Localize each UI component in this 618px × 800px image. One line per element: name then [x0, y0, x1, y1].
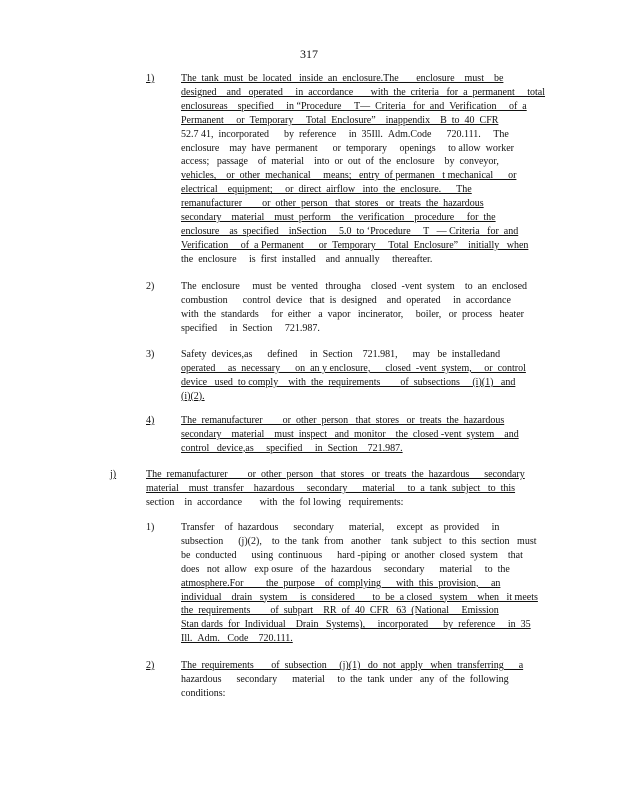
- text-line: specified in Section 721.987.: [181, 322, 320, 334]
- text-line: the requirements of subpart RR of 40 CFR 63 (National Emission: [181, 605, 499, 617]
- list-item-text: [181, 348, 537, 404]
- text-line: Ill. Adm. Code 720.111.: [181, 633, 293, 645]
- text-line: vehicles, or other mechanical means; entry of permanen t mechanical or: [181, 170, 517, 182]
- text-line: (i)(2).: [181, 390, 205, 402]
- text-line: access; passage of material into or out of the enclosure by conveyor,: [181, 156, 499, 168]
- text-line: enclosure as specified inSection 5.0 to ‘Procedure T — Criteria for and: [181, 225, 519, 237]
- text-line: The tank must be located inside an enclosure.The enclosure must be: [181, 73, 504, 84]
- text-line: hazardous secondary material to the tank under any of the following: [181, 673, 509, 685]
- list-item-number: 2): [146, 281, 155, 292]
- list-item-text: [181, 521, 537, 646]
- text-line: control device,as specified in Section 721.987.: [181, 442, 403, 454]
- text-line: enclosureas specified in “Procedure T— Criteria for and Verification of a: [181, 100, 527, 112]
- text-line: subsection (j)(2), to the tank from another tank subject to this section must: [181, 535, 537, 547]
- text-line: designed and operated in accordance with the criteria for a permanent total: [181, 86, 546, 98]
- text-line: the enclosure is first installed and annually thereafter.: [181, 253, 433, 265]
- text-line: remanufacturer or other person that stores or treats the hazardous: [181, 198, 484, 210]
- text-line: atmosphere.For the purpose of complying with this provision, an: [181, 577, 501, 589]
- page-number: 317: [300, 47, 318, 61]
- text-line: Safety devices,as defined in Section 721.981, may be installedand: [181, 349, 501, 360]
- text-line: electrical equipment; or direct airflow into the enclosure. The: [181, 184, 472, 196]
- text-line: device used to comply with the requirements of subsections (i)(1) and: [181, 376, 516, 388]
- text-line: combustion control device that is designed and operated in accordance: [181, 294, 511, 306]
- list-item-text: [146, 468, 538, 510]
- text-line: operated as necessary on an y enclosure, closed -vent system, or control: [181, 362, 526, 374]
- text-line: with the standards for either a vapor incinerator, boiler, or process heater: [181, 308, 524, 320]
- text-line: Verification of a Permanent or Temporary Total Enclosure” initially when: [181, 239, 529, 251]
- list-item-text: [181, 659, 537, 701]
- text-line: section in accordance with the fol lowing requirements:: [146, 496, 404, 508]
- text-line: 52.7 41, incorporated by reference in 35Ill. Adm.Code 720.111. The: [181, 128, 509, 140]
- list-item-number: j): [110, 469, 117, 480]
- text-line: Permanent or Temporary Total Enclosure” inappendix B to 40 CFR: [181, 114, 499, 126]
- text-line: Stan dards for Individual Drain Systems), incorporated by reference in 35: [181, 619, 531, 631]
- list-item-number: 2): [146, 660, 155, 671]
- list-item-number: 4): [146, 415, 155, 426]
- list-item-text: [181, 414, 537, 456]
- text-line: be conducted using continuous hard -piping or another closed system that: [181, 549, 523, 561]
- text-line: The requirements of subsection (j)(1) do not apply when transferring a: [181, 660, 524, 671]
- text-line: Transfer of hazardous secondary material, except as provided in: [181, 522, 500, 533]
- list-item-number: 1): [146, 522, 155, 533]
- list-item-number: 3): [146, 349, 155, 360]
- text-line: The remanufacturer or other person that stores or treats the hazardous secondary: [146, 469, 525, 480]
- list-item-number: 1): [146, 73, 155, 84]
- text-line: material must transfer hazardous secondary material to a tank subject to this: [146, 482, 516, 494]
- text-line: secondary material must inspect and monitor the closed -vent system and: [181, 428, 519, 440]
- text-line: The remanufacturer or other person that stores or treats the hazardous: [181, 415, 505, 426]
- text-line: secondary material must perform the verification procedure for the: [181, 212, 496, 224]
- text-line: does not allow exp osure of the hazardous secondary material to the: [181, 563, 510, 575]
- list-item-text: [181, 280, 537, 336]
- list-item-text: [181, 72, 546, 267]
- text-line: individual drain system is considered to be a closed system when it meets: [181, 591, 538, 603]
- text-line: The enclosure must be vented througha closed -vent system to an enclosed: [181, 281, 528, 292]
- text-line: enclosure may have permanent or temporary openings to allow worker: [181, 142, 514, 154]
- text-line: conditions:: [181, 687, 226, 699]
